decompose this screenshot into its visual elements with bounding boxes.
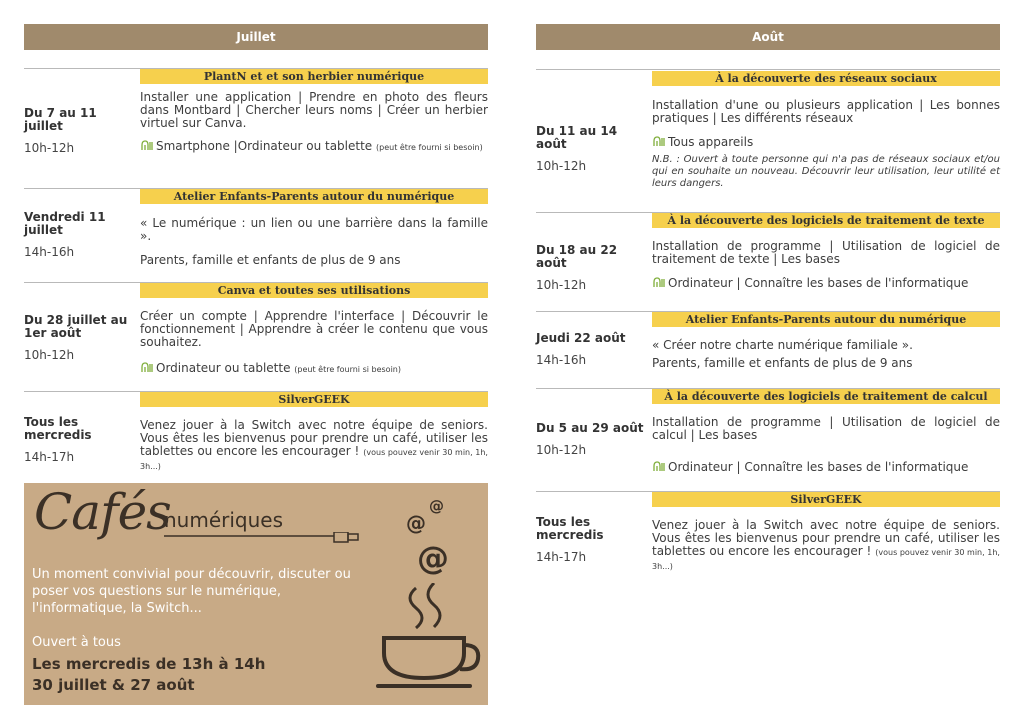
event-content [140,283,488,376]
cafe-subtitle: numériques [164,508,284,532]
event-time: 10h-12h [536,278,587,292]
plug-icon [140,139,153,154]
cafe-schedule [32,654,265,696]
event-description [652,519,1000,573]
event-description: « Créer notre charte numérique familiale ». [652,338,913,352]
event-time: 10h-12h [24,348,75,362]
event-block [536,491,1000,582]
event-date-text: Du 5 au 29 août [536,421,644,435]
plug-icon [140,361,153,376]
event-title: SilverGEEK [652,492,1000,507]
event-description: Installation d'une ou plusieurs application | Les bonnes pratiques | Les différents réseaux [652,98,1000,125]
event-requirements: Parents, famille et enfants de plus de 9 ans [652,356,913,370]
at-sign-icon: @ [429,497,444,515]
event-title: À la découverte des réseaux sociaux [652,71,1000,86]
event-content [140,392,488,473]
event-date [24,314,134,362]
event-description: Installer une application | Prendre en photo des fleurs dans Montbard | Chercher leurs noms | Créer un herbier virtuel sur Canva. [140,90,488,130]
event-block [24,68,488,188]
event-content [140,69,488,154]
event-block [536,311,1000,388]
event-description: « Le numérique : un lien ou une barrière dans la famille ». [140,216,488,243]
cafes-numeriques-panel [24,483,488,705]
event-requirements: Parents, famille et enfants de plus de 9 ans [140,253,401,267]
event-title: Atelier Enfants-Parents autour du numérique [652,312,1000,327]
event-content [140,189,488,267]
event-title: À la découverte des logiciels de traitement de calcul [652,389,1000,404]
event-content [652,389,1000,475]
event-date [536,332,646,367]
cafe-title: Cafés [34,483,171,541]
event-date [536,516,646,564]
event-date-text: Tous les mercredis [536,515,604,542]
event-requirements [140,361,488,376]
plug-icon [652,276,665,291]
event-time: 14h-16h [24,245,75,259]
event-content [652,492,1000,573]
july-column [24,24,488,480]
plug-icon [652,460,665,475]
description-text: Venez jouer à la Switch avec notre équipe de seniors. Vous êtes les bienvenus pour prendre un café, utiliser les tablettes ou encore les encourager ! [140,418,488,458]
event-content [652,71,1000,190]
requirements-note: (peut être fourni si besoin) [376,143,483,152]
event-date [24,107,134,155]
event-date-text: Jeudi 22 août [536,331,626,345]
requirements-text: Ordinateur | Connaître les bases de l'informatique [668,460,969,474]
usb-cable-icon [164,531,364,550]
event-title: Atelier Enfants-Parents autour du numérique [140,189,488,204]
event-date-text: Tous les mercredis [24,415,92,442]
event-date-text: Du 28 juillet au 1er août [24,313,128,340]
event-content [652,213,1000,291]
cafe-schedule-line: Les mercredis de 13h à 14h [32,655,266,673]
event-title: PlantN et et son herbier numérique [140,69,488,84]
event-requirements [140,139,488,154]
event-note: N.B. : Ouvert à toute personne qui n'a pas de réseaux sociaux et/ou qui en souhaite un nouveau. Découvrir leur utilisation, leur utilité et leurs dangers. [652,154,1000,189]
event-title: Canva et toutes ses utilisations [140,283,488,298]
event-block [536,388,1000,491]
event-block [24,188,488,282]
event-description: Installation de programme | Utilisation de logiciel de traitement de texte | Les bases [652,239,1000,266]
event-title: SilverGEEK [140,392,488,407]
event-date-text: Du 7 au 11 juillet [24,106,97,133]
requirements-text: Ordinateur | Connaître les bases de l'informatique [668,276,969,290]
event-time: 10h-12h [536,443,587,457]
event-description: Créer un compte | Apprendre l'interface | Découvrir le fonctionnement | Apprendre à créer le contenu que vous souhaitez. [140,309,488,349]
plug-icon [652,135,665,150]
event-date [24,211,134,259]
requirements-text: Ordinateur ou tablette [156,361,291,375]
event-time: 14h-17h [536,550,587,564]
event-date-text: Vendredi 11 juillet [24,210,106,237]
event-time: 14h-17h [24,450,75,464]
cafe-open-to-all: Ouvert à tous [32,635,121,650]
requirements-note: (peut être fourni si besoin) [294,365,401,374]
event-date [536,422,646,457]
month-header-july: Juillet [24,24,488,50]
event-requirements [652,135,1000,150]
event-block [536,212,1000,311]
description-note: (vous pouvez venir 30 min, 1h, 3h...) [652,548,1000,571]
event-block [24,282,488,391]
august-column [536,24,1000,582]
event-title: À la découverte des logiciels de traitement de texte [652,213,1000,228]
month-header-august: Août [536,24,1000,50]
event-content [652,312,1000,370]
description-text: Venez jouer à la Switch avec notre équipe de seniors. Vous êtes les bienvenus pour prendre un café, utiliser les tablettes ou encore les encourager ! [652,518,1000,558]
event-requirements [652,276,1000,291]
event-time: 14h-16h [536,353,587,367]
cafe-description: Un moment convivial pour découvrir, discuter ou poser vos questions sur le numérique, l'informatique, la Switch... [32,567,351,616]
event-time: 10h-12h [24,141,75,155]
event-date [536,125,646,173]
at-sign-icon: @ [406,511,426,535]
event-description: Installation de programme | Utilisation de logiciel de calcul | Les bases [652,415,1000,442]
event-date [536,244,646,292]
event-time: 10h-12h [536,159,587,173]
event-block [536,69,1000,212]
requirements-text: Tous appareils [668,135,754,149]
cafe-schedule-line: 30 juillet & 27 août [32,676,195,694]
event-requirements [652,460,1000,475]
event-description [140,419,488,473]
event-block [24,391,488,480]
event-date-text: Du 18 au 22 août [536,243,618,270]
requirements-text: Smartphone |Ordinateur ou tablette [156,139,373,153]
description-note: (vous pouvez venir 30 min, 1h, 3h...) [140,448,488,471]
at-sign-icon: @ [417,539,449,577]
event-date-text: Du 11 au 14 août [536,124,618,151]
coffee-cup-icon [374,583,484,702]
event-date [24,416,134,464]
